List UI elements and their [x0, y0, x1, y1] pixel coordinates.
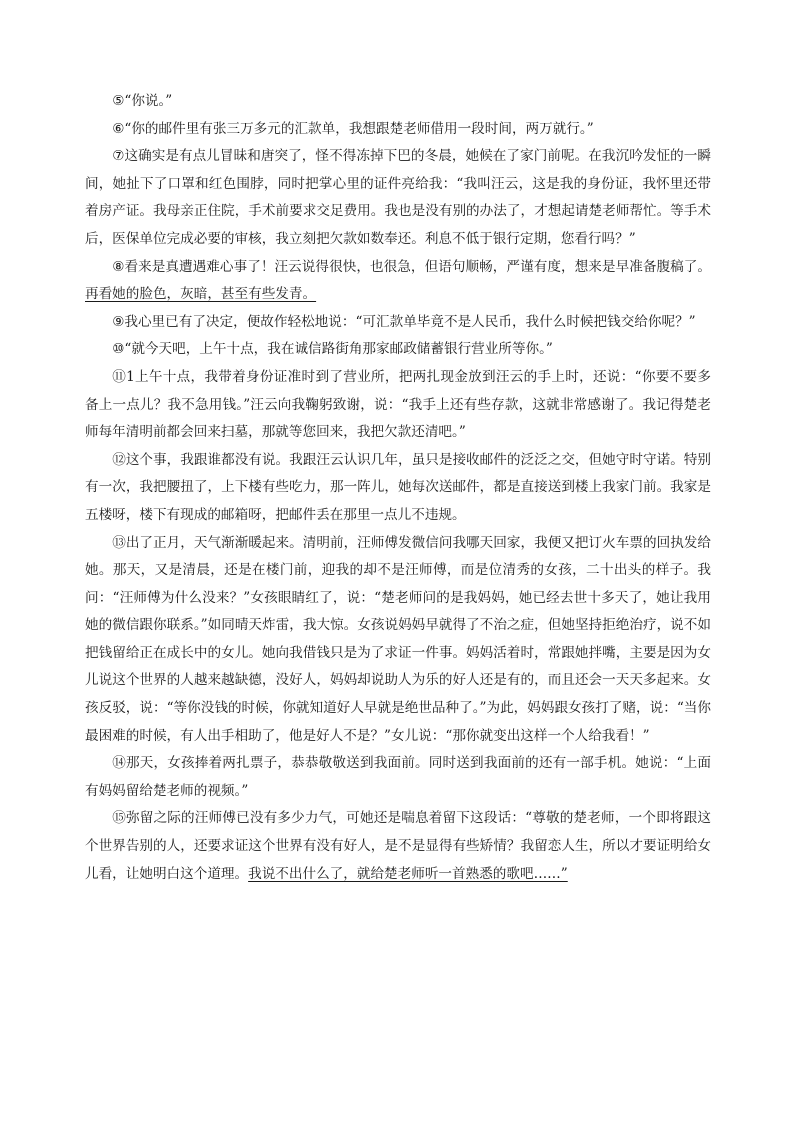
paragraph-text: 看来是真遭遇难心事了！汪云说得很快，也很急，但语句顺畅，严谨有度，想来是早准备腹稿了。 [124, 258, 712, 275]
paragraph-15 [85, 805, 711, 888]
paragraph-text: 我心里已有了决定，便故作轻松地说：“可汇款单毕竟不是人民币，我什么时候把钱交给你呢？” [124, 313, 696, 330]
paragraph-number: ⑭ [112, 755, 126, 772]
underlined-sentence: 再看她的脸色，灰暗，甚至有些发青。 [85, 286, 317, 303]
paragraph-number: ⑩ [112, 341, 125, 358]
paragraph-number: ⑤ [112, 93, 125, 109]
underlined-sentence: 我说不出什么了，就给楚老师听一首熟悉的歌吧……” [248, 865, 568, 882]
paragraph-text: 这确实是有点儿冒昧和唐突了，怪不得冻掉下巴的冬晨，她候在了家门前呢。在我沉吟发怔的一瞬间，她扯下了口罩和红色围脖，同时把掌心里的证件亮给我：“我叫汪云，这是我的身份证，我怀里还带着房产证。我母亲正住院，手术前要求交足费用。我也是没有别的办法了，才想起请楚老师帮忙。等手术后，医保单位完成必要的审核，我立刻把欠款如数奉还。利息不低于银行定期，您看行吗？” [85, 148, 712, 247]
paragraph-7 [85, 143, 711, 253]
paragraph-number: ⑬ [112, 534, 126, 551]
paragraph-text: “就今天吧，上午十点，我在诚信路街角那家邮政储蓄银行营业所等你。” [124, 341, 553, 358]
paragraph-number: ⑨ [112, 313, 125, 330]
paragraph-number: ⑧ [112, 258, 125, 275]
paragraph-13 [85, 530, 711, 751]
paragraph-text: “你的邮件里有张三万多元的汇款单，我想跟楚老师借用一段时间，两万就行。” [124, 120, 594, 137]
paragraph-9 [85, 309, 711, 337]
paragraph-text: “你说。” [124, 93, 173, 109]
paragraph-number: ⑥ [112, 120, 125, 137]
paragraph-text: 弥留之际的汪师傅已没有多少力气，可她还是喘息着留下这段话：“尊敬的楚老师，一个即将跟这个世界告别的人，还要求证这个世界有没有好人，是不是显得有些矫情？我留恋人生，所以才要证明给女儿看，让她明白这个道理。 [85, 810, 711, 882]
paragraph-14 [85, 750, 711, 805]
paragraph-text: 1上午十点，我带着身份证准时到了营业所，把两扎现金放到汪云的手上时，还说：“你要不要多备上一点儿？我不急用钱。”汪云向我鞠躬致谢，说：“我手上还有些存款，这就非常感谢了。我记得楚老师每年清明前都会回来扫墓，那就等您回来，我把欠款还清吧。” [85, 368, 711, 441]
paragraph-6 [85, 116, 711, 144]
document-body [85, 88, 711, 888]
paragraph-8 [85, 254, 711, 309]
paragraph-number: ⑫ [112, 451, 126, 468]
paragraph-10 [85, 336, 711, 364]
paragraph-text: 出了正月，天气渐渐暖起来。清明前，汪师傅发微信问我哪天回家，我便又把订火车票的回执发给她。那天，又是清晨，还是在楼门前，迎我的却不是汪师傅，而是位清秀的女孩，二十出头的样子。我问：“汪师傅为什么没来？”女孩眼睛红了，说：“楚老师问的是我妈妈，她已经去世十多天了，她让我用她的微信跟你联系。”如同晴天炸雷，我大惊。女孩说妈妈早就得了不治之症，但她坚持拒绝治疗，说不如把钱留给正在成长中的女儿。她向我借钱只是为了求证一件事。妈妈活着时，常跟她拌嘴，主要是因为女儿说这个世界的人越来越缺德，没好人，妈妈却说助人为乐的好人还是有的，而且还会一天天多起来。女孩反驳，说：“等你没钱的时候，你就知道好人早就是绝世品种了。”为此，妈妈跟女孩打了赌，说：“当你最困难的时候，有人出手相助了，他是好人不是？”女儿说：“那你就变出这样一个人给我看！” [85, 534, 712, 744]
paragraph-text: 这个事，我跟谁都没有说。我跟汪云认识几年，虽只是接收邮件的泛泛之交，但她守时守诺。特别有一次，我把腰扭了，上下楼有些吃力，那一阵儿，她每次送邮件，都是直接送到楼上我家门前。我家是五楼呀，楼下有现成的邮箱呀，把邮件丢在那里一点儿不违规。 [85, 451, 712, 523]
paragraph-11 [85, 364, 711, 447]
paragraph-text: 那天，女孩捧着两扎票子，恭恭敬敬送到我面前。同时送到我面前的还有一部手机。她说：“上面有妈妈留给楚老师的视频。” [85, 755, 711, 799]
paragraph-number: ⑦ [112, 148, 125, 165]
paragraph-5 [85, 88, 711, 116]
paragraph-12 [85, 447, 711, 530]
paragraph-number: ⑪ [112, 368, 127, 385]
paragraph-number: ⑮ [112, 810, 126, 827]
